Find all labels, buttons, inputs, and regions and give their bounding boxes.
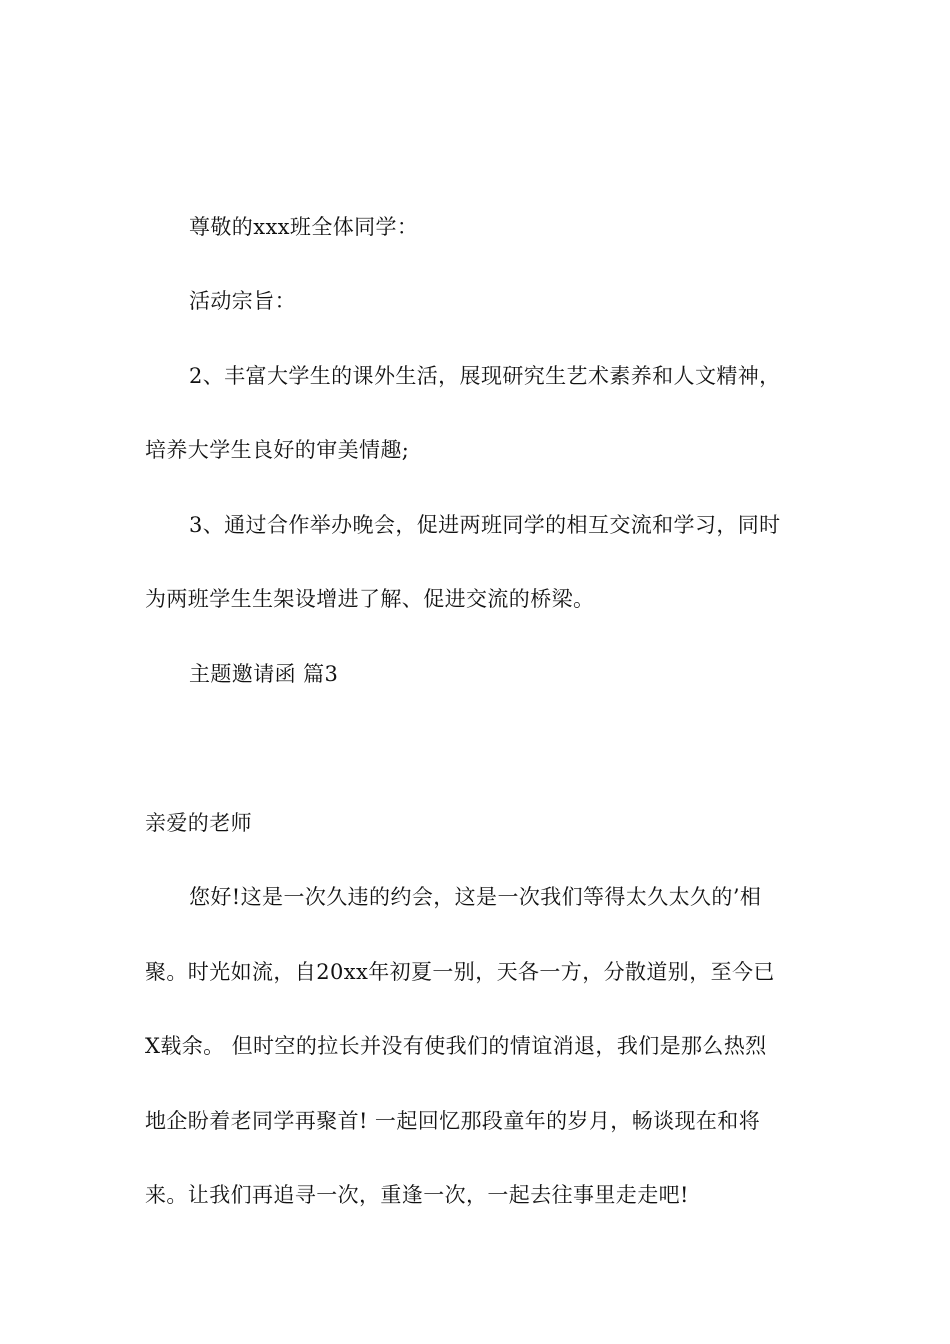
item-2-line-1: 2、丰富大学生的课外生活，展现研究生艺术素养和人文精神， — [189, 364, 781, 388]
section-title: 主题邀请函 篇3 — [189, 662, 339, 686]
salutation-line: 亲爱的老师 — [145, 811, 252, 835]
body-line-5: 来。让我们再追寻一次，重逢一次，一起去往事里走走吧! — [145, 1183, 689, 1207]
item-2-line-2: 培养大学生良好的审美情趣; — [145, 438, 410, 462]
purpose-heading: 活动宗旨： — [189, 289, 296, 313]
body-line-4: 地企盼着老同学再聚首! 一起回忆那段童年的岁月，畅谈现在和将 — [145, 1109, 761, 1133]
item-3-line-2: 为两班学生生架设增进了解、促进交流的桥梁。 — [145, 587, 595, 611]
body-line-3: X载余。 但时空的拉长并没有使我们的情谊消退，我们是那么热烈 — [145, 1034, 767, 1058]
body-line-2: 聚。时光如流，自20xx年初夏一别，天各一方，分散道别，至今已 — [145, 960, 775, 984]
greeting-line: 尊敬的xxx班全体同学： — [189, 215, 419, 239]
body-line-1: 您好!这是一次久违的约会，这是一次我们等得太久太久的’相 — [189, 885, 762, 909]
item-3-line-1: 3、通过合作举办晚会，促进两班同学的相互交流和学习，同时 — [189, 513, 781, 537]
